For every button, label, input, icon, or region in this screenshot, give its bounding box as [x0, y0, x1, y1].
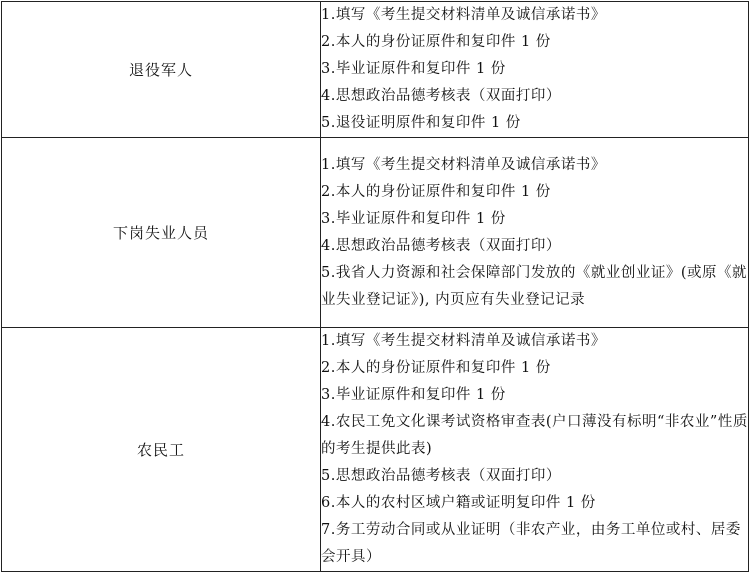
table-row [2, 138, 749, 328]
list-item: 5.我省人力资源和社会保障部门发放的《就业创业证》(或原《就业失业登记证》), 内页应有失业登记记录 [321, 264, 747, 308]
list-item: 5.思想政治品德考核表（双面打印） [321, 468, 561, 484]
table-row [2, 328, 749, 572]
category-cell: 农民工 [2, 328, 321, 572]
materials-table [1, 1, 749, 572]
list-item: 2.本人的身份证原件和复印件 1 份 [321, 183, 551, 200]
list-item: 5.退役证明原件和复印件 1 份 [321, 115, 521, 131]
category-cell: 退役军人 [2, 2, 321, 138]
list-item: 2.本人的身份证原件和复印件 1 份 [321, 360, 551, 376]
list-item: 7.务工劳动合同或从业证明（非农产业，由务工单位或村、居委会开具） [321, 522, 741, 565]
list-item: 4.农民工免文化课考试资格审查表(户口薄没有标明“非农业”性质的考生提供此表) [321, 414, 748, 457]
list-item: 1.填写《考生提交材料清单及诚信承诺书》 [321, 333, 606, 349]
list-item: 6.本人的农村区域户籍或证明复印件 1 份 [321, 495, 596, 511]
list-item: 1.填写《考生提交材料清单及诚信承诺书》 [321, 156, 606, 173]
items-cell [321, 2, 749, 138]
list-item: 3.毕业证原件和复印件 1 份 [321, 61, 506, 77]
category-cell: 下岗失业人员 [2, 138, 321, 328]
list-item: 3.毕业证原件和复印件 1 份 [321, 210, 506, 227]
list-item: 3.毕业证原件和复印件 1 份 [321, 387, 506, 403]
list-item: 2.本人的身份证原件和复印件 1 份 [321, 34, 551, 50]
items-cell [321, 138, 749, 328]
list-item: 4.思想政治品德考核表（双面打印） [321, 237, 561, 254]
list-item: 4.思想政治品德考核表（双面打印） [321, 88, 561, 104]
items-cell [321, 328, 749, 572]
table-row [2, 2, 749, 138]
list-item: 1.填写《考生提交材料清单及诚信承诺书》 [321, 7, 606, 23]
